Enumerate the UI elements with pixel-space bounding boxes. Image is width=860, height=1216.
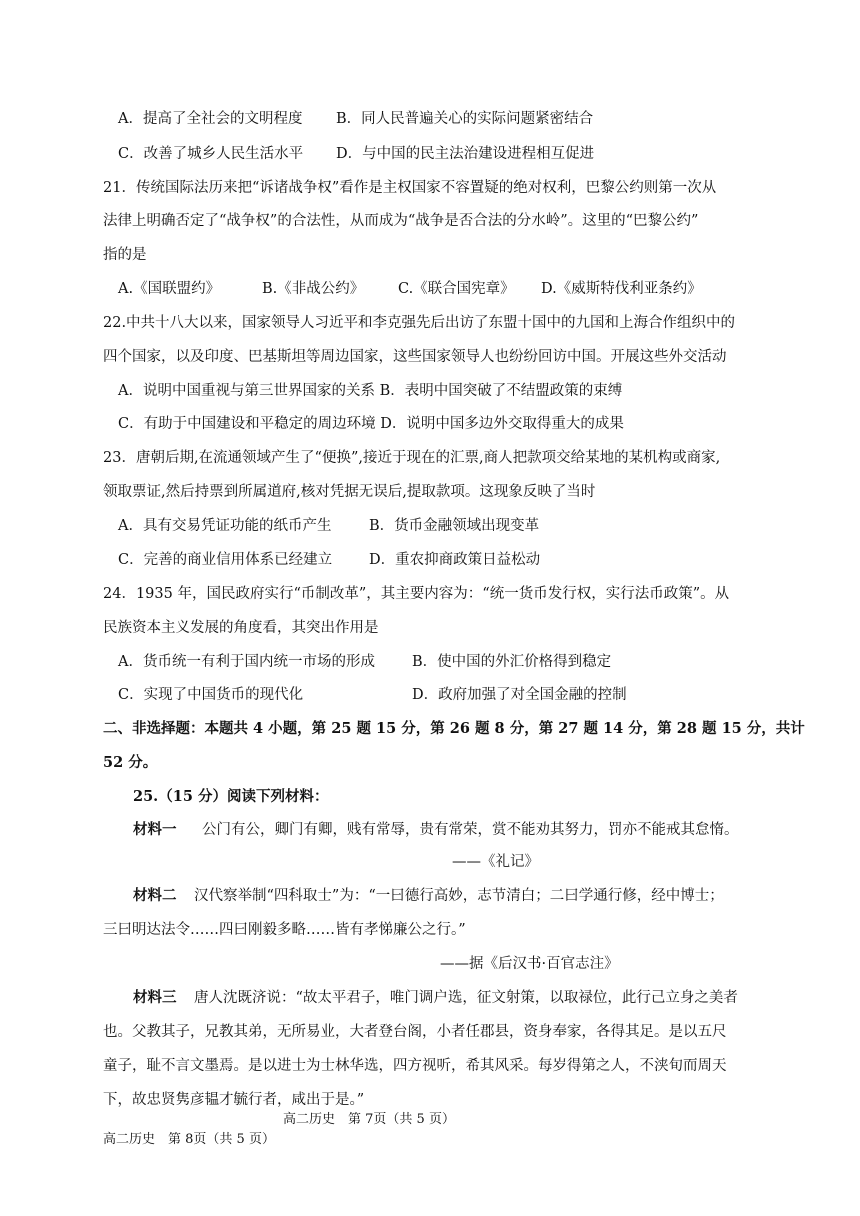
- material1-text: 公门有公，卿门有卿，贱有常辱，贵有常荣，赏不能劝其努力，罚亦不能戒其怠惰。: [202, 822, 739, 838]
- q22-option-cd: C．有助于中国建设和平稳定的周边环境 D．说明中国多边外交取得重大的成果: [118, 416, 624, 432]
- q25-heading: 25.（15 分）阅读下列材料：: [133, 788, 329, 805]
- material2-text-line2: 三曰明达法令……四曰刚毅多略……皆有孝悌廉公之行。”: [103, 922, 466, 938]
- material3-text-line3: 童子，耻不言文墨焉。是以进士为士林华选，四方视听，希其风采。每岁得第之人，不浃旬而周天: [103, 1058, 727, 1074]
- q24-option-a: A．货币统一有利于国内统一市场的形成: [118, 654, 375, 670]
- q20-option-a: A．提高了全社会的文明程度: [118, 111, 303, 127]
- material3-text-line4: 下，故忠贤隽彦韫才毓行者，咸出于是。”: [103, 1092, 365, 1108]
- material3-text-line1: 唐人沈既济说：“故太平君子，唯门调户选，征文射策，以取禄位，此行己立身之美者: [194, 990, 738, 1006]
- q21-stem-line1: 21．传统国际法历来把“诉诸战争权”看作是主权国家不容置疑的绝对权利，巴黎公约则第一次从: [103, 180, 717, 196]
- q24-option-b: B．使中国的外汇价格得到稳定: [412, 654, 612, 670]
- q23-option-a: A．具有交易凭证功能的纸币产生: [118, 518, 332, 534]
- q21-stem-line3: 指的是: [103, 247, 147, 263]
- material2-text-line1: 汉代察举制“四科取士”为：“一曰德行高妙，志节清白；二曰学通行修，经中博士；: [194, 888, 724, 904]
- q24-stem-line2: 民族资本主义发展的角度看，其突出作用是: [103, 620, 379, 636]
- footer-page-center: 高二历史 第 7页（共 5 页）: [283, 1112, 455, 1127]
- q21-stem-line2: 法律上明确否定了“战争权”的合法性，从而成为“战争是否合法的分水岭”。这里的“巴黎公约”: [103, 213, 699, 229]
- q23-stem-line1: 23．唐朝后期,在流通领域产生了“便换”,接近于现在的汇票,商人把款项交给某地的某机构或商家,: [103, 450, 721, 466]
- material3-text-line2: 也。父教其子，兄教其弟，无所易业，大者登台阁，小者任郡县，资身奉家，各得其足。是以五尺: [103, 1024, 727, 1040]
- q23-option-b: B．货币金融领域出现变革: [369, 518, 540, 534]
- q24-option-d: D．政府加强了对全国金融的控制: [412, 687, 627, 703]
- q20-option-d: D．与中国的民主法治建设进程相互促进: [336, 146, 595, 162]
- q21-option-c: C.《联合国宪章》: [398, 281, 515, 297]
- material2-source: ——据《后汉书·百官志注》: [440, 956, 619, 972]
- q24-stem-line1: 24．1935 年，国民政府实行“币制改革”，其主要内容为：“统一货币发行权，实行法币政策”。从: [103, 586, 730, 602]
- q21-option-d: D.《威斯特伐利亚条约》: [541, 281, 702, 297]
- material1-source: ——《礼记》: [452, 854, 539, 870]
- q23-option-c: C．完善的商业信用体系已经建立: [118, 552, 333, 568]
- q24-option-c: C．实现了中国货币的现代化: [118, 687, 304, 703]
- footer-page-left: 高二历史 第 8页（共 5 页）: [103, 1132, 275, 1147]
- section2-heading-line1: 二、非选择题：本题共 4 小题，第 25 题 15 分，第 26 题 8 分，第 27 题 14 分，第 28 题 15 分，共计: [103, 720, 805, 737]
- q20-option-b: B．同人民普遍关心的实际问题紧密结合: [336, 111, 594, 127]
- q22-stem-line1: 22.中共十八大以来，国家领导人习近平和李克强先后出访了东盟十国中的九国和上海合作组织中的: [103, 315, 736, 331]
- q21-option-a: A.《国联盟约》: [118, 281, 221, 297]
- q21-option-b: B.《非战公约》: [262, 281, 365, 297]
- material3-label: 材料三: [133, 989, 177, 1006]
- q23-option-d: D．重农抑商政策日益松动: [369, 552, 541, 568]
- material1-label: 材料一: [133, 821, 177, 838]
- section2-heading-line2: 52 分。: [103, 754, 158, 771]
- q23-stem-line2: 领取票证,然后持票到所属道府,核对凭据无误后,提取款项。这现象反映了当时: [103, 484, 596, 500]
- q22-stem-line2: 四个国家，以及印度、巴基斯坦等周边国家，这些国家领导人也纷纷回访中国。开展这些外交活动: [103, 349, 727, 365]
- q22-option-ab: A．说明中国重视与第三世界国家的关系 B．表明中国突破了不结盟政策的束缚: [118, 383, 623, 399]
- material2-label: 材料二: [133, 887, 177, 904]
- q20-option-c: C．改善了城乡人民生活水平: [118, 146, 304, 162]
